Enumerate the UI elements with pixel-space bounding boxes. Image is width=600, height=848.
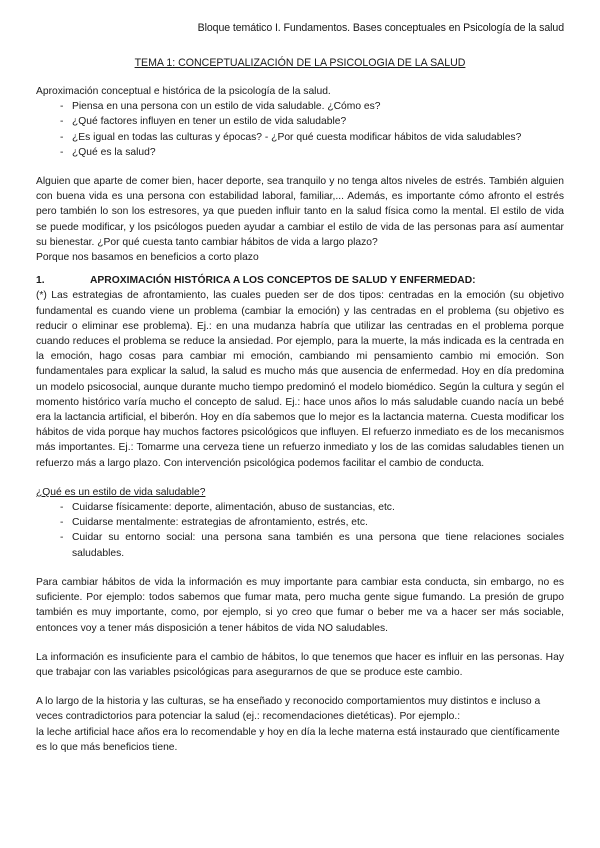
intro-question-list <box>36 99 564 160</box>
section-body: (*) Las estrategias de afrontamiento, las cuales pueden ser de dos tipos: centradas en la emoción (su objetivo fundamental es cuando viene un problema (cambiar la emoción) y las centradas en el problema (su objetivo es reducir o eliminar ese problema). Ej.: en una mudanza habría que utilizar las centradas en el problema porque cuando reduces el problema se reduce la ansiedad. Por ejemplo, para la muerte, la más indicada es la centrada en la emoción, hago cosas para cambiar mi emoción, cambiando mi pensamiento cambio mi emoción. Son fundamentales para explicar la salud, la salud es mucho más que ausencia de enfermedad. Hoy en día predomina un modelo psicosocial, aunque durante mucho tiempo predominó el modelo biomédico. Según la cultura y según el momento histórico varía mucho el concepto de salud. Ej.: hace unos años lo más saludable cuando nacía un bebé era la lactancia artificial, el biberón. Hoy en día sabemos que lo mejor es la lactancia materna. Cuesta modificar los hábitos de vida porque hay muchos factores psicológicos que influyen. El refuerzo inmediato es de los mecanismos más importantes. Ej.: Tomarme una cerveza tiene un refuerzo inmediato y los de las comidas saludables tienen un refuerzo más a largo plazo. Con intervención psicológica podemos facilitar el cambio de conducta. <box>36 290 564 469</box>
list-item: - ¿Qué es la salud? <box>36 145 564 160</box>
lifestyle-list <box>36 500 564 561</box>
list-item: - Cuidar su entorno social: una persona sana también es una persona que tiene relaciones sociales saludables. <box>36 530 564 560</box>
document-body <box>36 84 564 755</box>
list-item: - Piensa en una persona con un estilo de vida saludable. ¿Cómo es? <box>36 99 564 114</box>
list-item: - Cuidarse físicamente: deporte, alimentación, abuso de sustancias, etc. <box>36 500 564 515</box>
paragraph-history-line1: A lo largo de la historia y las culturas, se ha enseñado y reconocido comportamientos muy distintos e incluso a veces contradictorios para potenciar la salud (ej.: recomendaciones dietéticas). Por ejemplo.: <box>36 696 541 723</box>
paragraph-influence: La información es insuficiente para el cambio de hábitos, lo que tenemos que hacer es influir en las personas. Hay que trabajar con las variables psicológicas para asegurarnos de que se produce este cambio. <box>36 651 564 678</box>
paragraph-short-term: Porque nos basamos en beneficios a corto plazo <box>36 252 259 264</box>
page-header: Bloque temático I. Fundamentos. Bases conceptuales en Psicología de la salud <box>197 22 564 34</box>
section-number: 1. <box>36 275 45 287</box>
paragraph-information: Para cambiar hábitos de vida la información es muy importante para cambiar esta conducta, sin embargo, no es suficiente. Por ejemplo: todos sabemos que fumar mata, pero mucha gente sigue fumando. La presión de grupo también es muy importante, como, por ejemplo, si yo creo que fumar o beber me va a hacer ser más sociable, entonces voy a tener más disposición a tener hábitos de vida NO saludables. <box>36 576 564 634</box>
section-heading <box>36 273 564 288</box>
list-item: - ¿Qué factores influyen en tener un estilo de vida saludable? <box>36 114 564 129</box>
list-item: - ¿Es igual en todas las culturas y épocas? - ¿Por qué cuesta modificar hábitos de vida saludables? <box>36 130 564 145</box>
document-title: TEMA 1: CONCEPTUALIZACIÓN DE LA PSICOLOGIA DE LA SALUD <box>134 57 466 69</box>
list-item: - Cuidarse mentalmente: estrategias de afrontamiento, estrés, etc. <box>36 515 564 530</box>
section-title: APROXIMACIÓN HISTÓRICA A LOS CONCEPTOS DE SALUD Y ENFERMEDAD: <box>90 275 476 287</box>
intro-heading: Aproximación conceptual e histórica de la psicología de la salud. <box>36 86 331 97</box>
lifestyle-question: ¿Qué es un estilo de vida saludable? <box>36 486 206 498</box>
paragraph-lifestyle-answer: Alguien que aparte de comer bien, hacer deporte, sea tranquilo y no tenga altos niveles de estrés. También alguien con buena vida es una persona con estabilidad laboral, familiar,... Además, es importante cómo afronto el estrés pero también lo son los estresores, ya que pueden influir tanto en la salud física como la mental. El estilo de vida se puede modificar, y los psicólogos pueden ayudar a cambiar el estilo de vida de las personas para así aumentar su bienestar. ¿Por qué cuesta tanto cambiar hábitos de vida a largo plazo? <box>36 176 564 248</box>
paragraph-history-line2: la leche artificial hace años era lo recomendable y hoy en día la leche materna está instaurado que científicamente es lo que más beneficios tiene. <box>36 726 560 753</box>
